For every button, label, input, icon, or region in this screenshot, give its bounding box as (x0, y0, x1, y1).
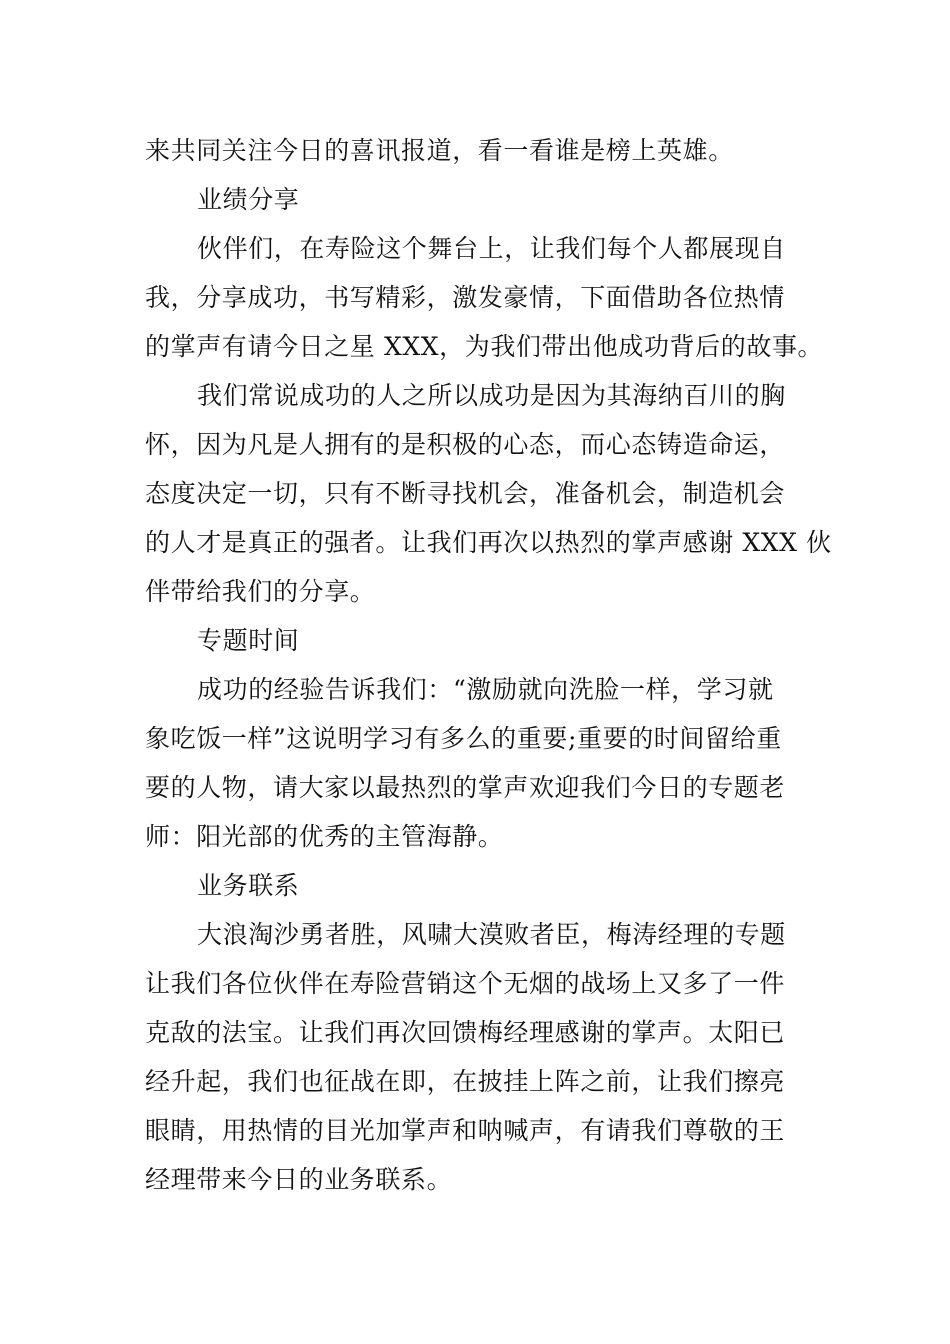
text-line: 伴带给我们的分享。 (145, 577, 376, 606)
text-line: 的人才是真正的强者。让我们再次以热烈的掌声感谢 XXX 伙 (145, 528, 832, 557)
text-line: 我们常说成功的人之所以成功是因为其海纳百川的胸 (197, 381, 786, 410)
text-line: 的掌声有请今日之星 XXX，为我们带出他成功背后的故事。 (145, 332, 824, 361)
text-line: 克敌的法宝。让我们再次回馈梅经理感谢的掌声。太阳已 (145, 1018, 786, 1047)
document-body (145, 126, 832, 1204)
text-line: 大浪淘沙勇者胜，风啸大漠败者臣，梅涛经理的专题 (197, 920, 786, 949)
text-line: 业绩分享 (197, 185, 300, 214)
text-line: 经理带来今日的业务联系。 (145, 1165, 453, 1194)
text-line: 来共同关注今日的喜讯报道，看一看谁是榜上英雄。 (145, 136, 734, 165)
text-line: 态度决定一切，只有不断寻找机会，准备机会，制造机会 (145, 479, 786, 508)
text-line: 我，分享成功，书写精彩，激发豪情，下面借助各位热情 (145, 283, 786, 312)
text-line: 伙伴们，在寿险这个舞台上，让我们每个人都展现自 (197, 234, 786, 263)
text-line: 眼睛，用热情的目光加掌声和呐喊声，有请我们尊敬的王 (145, 1116, 786, 1145)
text-line: 成功的经验告诉我们：“激励就向洗脸一样，学习就 (197, 675, 774, 704)
text-line: 象吃饭一样”这说明学习有多么的重要;重要的时间留给重 (145, 724, 782, 753)
text-line: 让我们各位伙伴在寿险营销这个无烟的战场上又多了一件 (145, 969, 786, 998)
text-line: 专题时间 (197, 626, 300, 655)
text-line: 要的人物，请大家以最热烈的掌声欢迎我们今日的专题老 (145, 773, 786, 802)
text-line: 怀，因为凡是人拥有的是积极的心态，而心态铸造命运， (145, 430, 786, 459)
text-line: 师：阳光部的优秀的主管海静。 (145, 822, 504, 851)
text-line: 经升起，我们也征战在即，在披挂上阵之前，让我们擦亮 (145, 1067, 786, 1096)
text-line: 业务联系 (197, 871, 300, 900)
